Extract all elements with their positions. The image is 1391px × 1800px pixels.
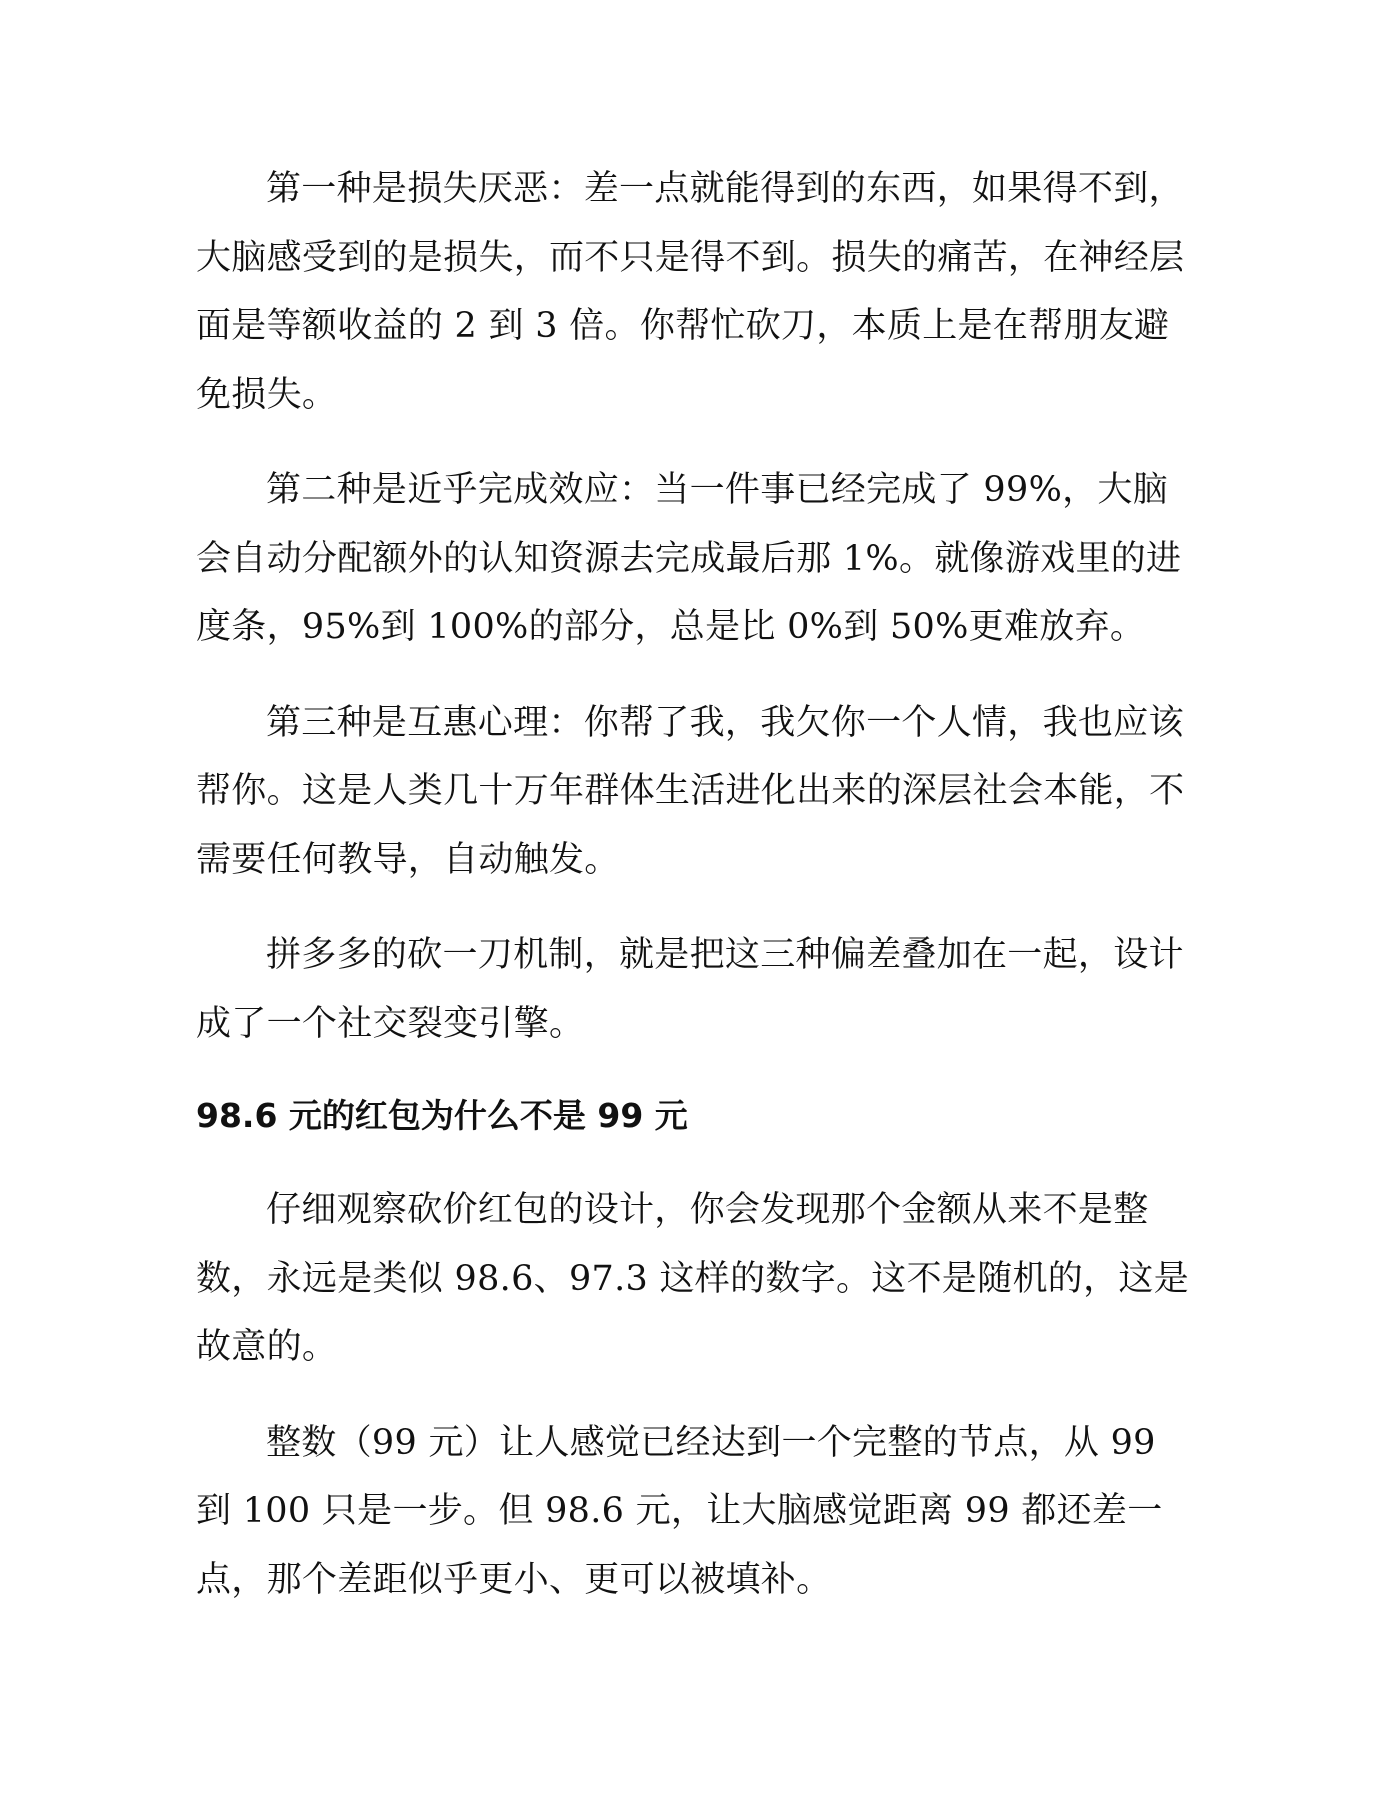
section-heading: 98.6 元的红包为什么不是 99 元 (196, 1096, 688, 1135)
paragraph-reciprocity: 第三种是互惠心理：你帮了我，我欠你一个人情，我也应该帮你。这是人类几十万年群体生活进化出来的深层社会本能，不需要任何教导，自动触发。 (196, 702, 1185, 880)
paragraph-pinduoduo-mechanism: 拼多多的砍一刀机制，就是把这三种偏差叠加在一起，设计成了一个社交裂变引擎。 (196, 935, 1184, 1044)
paragraph-whole-number: 整数（99 元）让人感觉已经达到一个完整的节点，从 99 到 100 只是一步。但 98.6 元，让大脑感觉距离 99 都还差一点，那个差距似乎更小、更可以被填补。 (196, 1422, 1163, 1600)
paragraph-red-packet-design: 仔细观察砍价红包的设计，你会发现那个金额从来不是整数，永远是类似 98.6、97.3 这样的数字。这不是随机的，这是故意的。 (196, 1190, 1190, 1367)
paragraph-near-completion: 第二种是近乎完成效应：当一件事已经完成了 99%，大脑会自动分配额外的认知资源去完成最后那 1%。就像游戏里的进度条，95%到 100%的部分，总是比 0%到 50%更难放弃。 (196, 470, 1182, 647)
document-page (196, 155, 1196, 1614)
paragraph-loss-aversion: 第一种是损失厌恶：差一点就能得到的东西，如果得不到，大脑感受到的是损失，而不只是得不到。损失的痛苦，在神经层面是等额收益的 2 到 3 倍。你帮忙砍刀，本质上是在帮朋友避免损失。 (196, 169, 1185, 415)
